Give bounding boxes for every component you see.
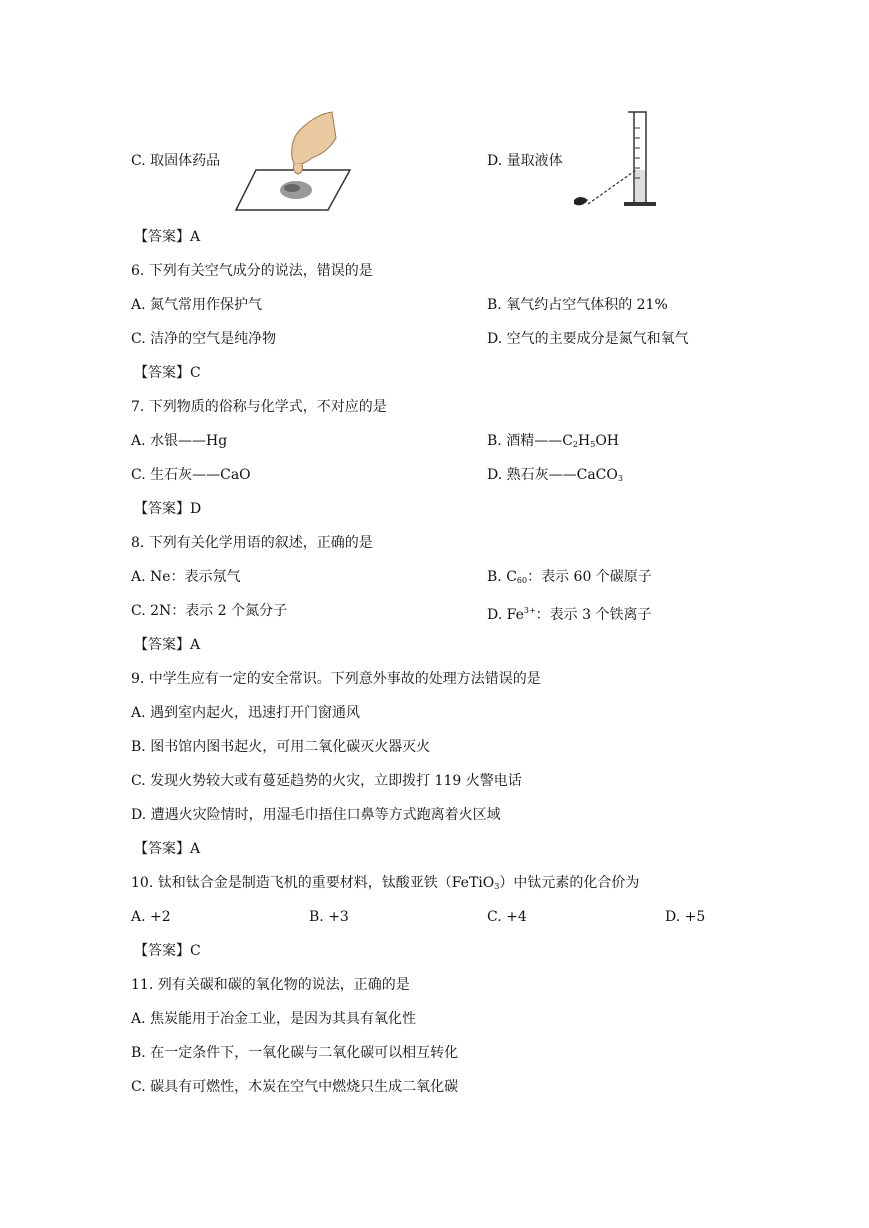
q5-option-d: D. 量取液体	[487, 153, 563, 169]
q9-option-c: C. 发现火势较大或有蔓延趋势的火灾，立即拨打 119 火警电话	[131, 773, 522, 789]
q10-option-b: B. +3	[309, 909, 349, 925]
q6-option-a: A. 氮气常用作保护气	[131, 297, 263, 313]
q5-answer: 【答案】A	[134, 229, 201, 245]
q11-option-b: B. 在一定条件下，一氧化碳与二氧化碳可以相互转化	[131, 1045, 459, 1061]
q6-option-b: B. 氧气约占空气体积的 21%	[487, 297, 668, 313]
q7-answer: 【答案】D	[134, 501, 202, 517]
q8-option-b: B. $C_{60}$：表示 60 个碳原子	[487, 569, 652, 585]
q8-option-a: A. Ne：表示氖气	[131, 569, 241, 585]
q11-stem: 11. 列有关碳和碳的氧化物的说法，正确的是	[131, 977, 410, 993]
q10-answer: 【答案】C	[134, 943, 201, 959]
q6-option-c: C. 洁净的空气是纯净物	[131, 331, 277, 347]
q8-stem: 8. 下列有关化学用语的叙述，正确的是	[131, 535, 373, 551]
q10-option-c: C. +4	[487, 909, 527, 925]
q8-option-d: D. $Fe^{3+}$：表示 3 个铁离子	[487, 606, 652, 623]
graduated-cylinder-icon	[570, 108, 665, 216]
q7-option-d: D. 熟石灰——CaCO$_3$	[487, 467, 623, 483]
q10-option-d: D. +5	[665, 909, 706, 925]
q9-option-b: B. 图书馆内图书起火，可用二氧化碳灭火器灭火	[131, 739, 431, 755]
q9-option-d: D. 遭遇火灾险情时，用湿毛巾捂住口鼻等方式跑离着火区域	[131, 807, 501, 823]
q9-stem: 9. 中学生应有一定的安全常识。下列意外事故的处理方法错误的是	[131, 671, 541, 687]
q9-answer: 【答案】A	[134, 841, 201, 857]
q10-option-a: A. +2	[131, 909, 171, 925]
q10-stem: 10. 钛和钛合金是制造飞机的重要材料，钛酸亚铁（FeTiO$_3$）中钛元素的化合价为	[131, 875, 640, 891]
q9-option-a: A. 遇到室内起火，迅速打开门窗通风	[131, 705, 361, 721]
q11-option-a: A. 焦炭能用于冶金工业，是因为其具有氧化性	[131, 1011, 417, 1027]
q7-stem: 7. 下列物质的俗称与化学式，不对应的是	[131, 399, 387, 415]
q5-option-c: C. 取固体药品	[131, 153, 221, 169]
q7-option-a: A. 水银——Hg	[131, 433, 228, 449]
q6-option-d: D. 空气的主要成分是氮气和氧气	[487, 331, 689, 347]
q7-option-c: C. 生石灰——CaO	[131, 467, 251, 483]
hand-picking-solid-icon	[232, 108, 352, 216]
q6-answer: 【答案】C	[134, 365, 201, 381]
q8-option-c: C. 2N：表示 2 个氮分子	[131, 603, 288, 619]
q8-answer: 【答案】A	[134, 637, 201, 653]
q7-option-b: B. 酒精$——C_2H_5OH$	[487, 433, 619, 449]
q11-option-c: C. 碳具有可燃性，木炭在空气中燃烧只生成二氧化碳	[131, 1079, 459, 1095]
q6-stem: 6. 下列有关空气成分的说法，错误的是	[131, 263, 373, 279]
